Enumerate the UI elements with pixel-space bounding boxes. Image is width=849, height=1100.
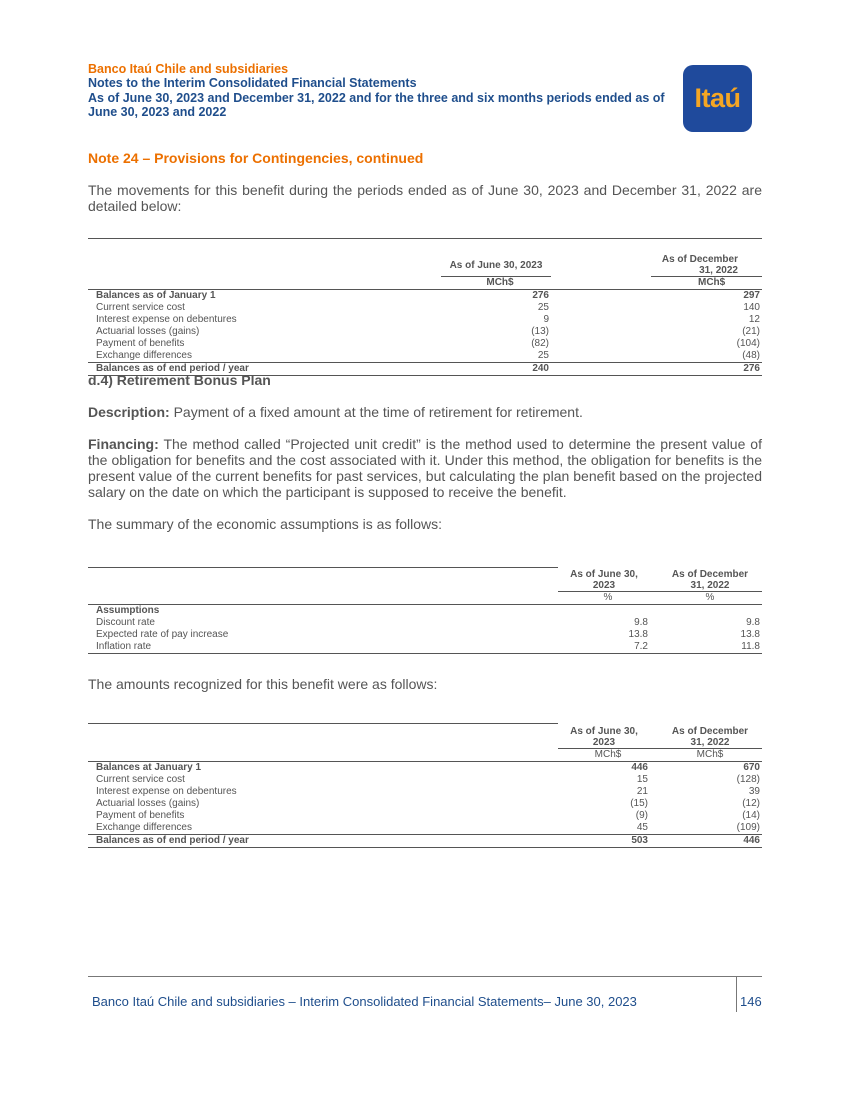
unit-label: % [558, 591, 650, 604]
assumptions-table [88, 567, 762, 654]
row-label: Balances at January 1 [88, 761, 558, 774]
row-label: Balances as of end period / year [88, 834, 558, 847]
row-label: Assumptions [88, 604, 558, 617]
column-header-line: 2023 [592, 736, 616, 748]
row-value: (128) [736, 773, 760, 785]
table-total-row [88, 834, 762, 847]
row-value: 446 [650, 834, 762, 847]
row-value: 15 [636, 773, 648, 785]
amounts-recognized-table [88, 723, 762, 848]
row-label: Interest expense on debentures [96, 314, 237, 326]
header-line-2: As of June 30, 2023 and December 31, 2022 and for the three and six months periods ended as of [88, 90, 665, 105]
intro-paragraph: The movements for this benefit during the periods ended as of June 30, 2023 and December 31, 2022 are detailed below: [88, 182, 762, 214]
row-value: 240 [441, 363, 551, 376]
column-header [558, 568, 650, 592]
row-value: 13.8 [628, 628, 648, 640]
unit-label: MCh$ [650, 748, 762, 761]
row-value: (12) [742, 797, 760, 809]
table-row [88, 798, 762, 810]
row-value: 9 [543, 314, 549, 326]
footer-divider [88, 976, 762, 977]
row-value: 11.8 [650, 641, 762, 654]
column-header [650, 568, 762, 592]
table-row [88, 338, 762, 350]
row-value: (13) [531, 326, 549, 338]
table-row [88, 810, 762, 822]
unit-label: MCh$ [698, 277, 726, 289]
row-value: (9) [635, 809, 648, 821]
row-value: 7.2 [558, 641, 650, 654]
amounts-intro: The amounts recognized for this benefit were as follows: [88, 676, 438, 692]
table-row [88, 629, 762, 641]
header-line-3: June 30, 2023 and 2022 [88, 105, 227, 119]
row-value: (14) [742, 809, 760, 821]
row-value: (48) [742, 350, 760, 362]
row-value: 45 [636, 821, 648, 833]
company-name: Banco Itaú Chile and subsidiaries [88, 62, 289, 76]
row-label: Payment of benefits [96, 809, 185, 821]
description-text: Payment of a fixed amount at the time of retirement for retirement. [169, 404, 583, 420]
column-header: As of December 31, 2022 [651, 251, 762, 277]
row-value: (82) [531, 338, 549, 350]
row-value: 297 [651, 290, 762, 303]
row-value: 140 [743, 302, 760, 314]
benefit-movements-table [88, 238, 762, 376]
row-value: 9.8 [746, 616, 760, 628]
row-value: 13.8 [740, 628, 760, 640]
row-label: Balances as of January 1 [88, 290, 433, 303]
row-label: Balances as of end period / year [88, 363, 433, 376]
page-number: 146 [740, 994, 762, 1009]
header-line-1: Notes to the Interim Consolidated Financial Statements [88, 76, 417, 90]
row-label: Actuarial losses (gains) [96, 797, 200, 809]
row-value: 21 [636, 785, 648, 797]
document-header [88, 62, 678, 120]
financing-paragraph [88, 436, 762, 500]
row-value: (15) [630, 797, 648, 809]
table-row [88, 822, 762, 835]
table-row [88, 302, 762, 314]
column-header-line: 2023 [592, 579, 616, 591]
row-value: 446 [558, 761, 650, 774]
column-header-line: As of June 30, [570, 568, 638, 580]
column-header-line: As of December [671, 725, 749, 737]
row-value: 276 [651, 363, 762, 376]
financing-text: The method called “Projected unit credit” is the method used to determine the present value of the obligation for benefits and the cost associated with it. Under this method, the obligation for benefits is the present value of the current benefits for past services, but calculating the plan benefit based on the projected salary on the date on which the participant is supposed to receive the benefit. [88, 436, 762, 500]
table-row [88, 314, 762, 326]
unit-row [88, 591, 762, 604]
table-row [88, 326, 762, 338]
row-label: Interest expense on debentures [96, 785, 237, 797]
row-label: Current service cost [96, 302, 185, 314]
row-label: Exchange differences [96, 821, 192, 833]
unit-label: MCh$ [558, 748, 650, 761]
footer-vertical-divider [736, 976, 737, 1012]
itau-logo [683, 65, 752, 132]
row-label: Exchange differences [96, 350, 192, 362]
row-value: 25 [537, 350, 549, 362]
column-header-line: 31, 2022 [690, 736, 730, 748]
table-row [88, 641, 762, 654]
column-header: As of June 30, 2023 [441, 251, 551, 277]
row-value: 503 [558, 834, 650, 847]
footer-text: Banco Itaú Chile and subsidiaries – Interim Consolidated Financial Statements– June 30, 2023 [92, 994, 637, 1009]
table-row [88, 290, 762, 303]
table-row [88, 786, 762, 798]
row-label: Discount rate [96, 616, 155, 628]
row-label: Actuarial losses (gains) [96, 326, 200, 338]
row-label: Payment of benefits [96, 338, 185, 350]
unit-row [88, 277, 762, 290]
row-label: Expected rate of pay increase [96, 628, 229, 640]
logo-text: Itaú [694, 83, 741, 113]
description-paragraph [88, 404, 762, 420]
column-header [558, 724, 650, 749]
unit-label: MCh$ [486, 277, 514, 289]
row-value: (21) [742, 326, 760, 338]
row-label: Inflation rate [88, 641, 558, 654]
row-value: (109) [736, 821, 760, 833]
table-header-row [88, 239, 762, 252]
row-value: 12 [748, 314, 760, 326]
row-label: Current service cost [96, 773, 185, 785]
table-row [88, 350, 762, 363]
table-row [88, 604, 762, 617]
row-value: 276 [441, 290, 551, 303]
unit-label: % [650, 591, 762, 604]
column-header-line: As of December [671, 568, 749, 580]
unit-row [88, 748, 762, 761]
table-row [88, 774, 762, 786]
row-value: 670 [650, 761, 762, 774]
table-row [88, 761, 762, 774]
row-value: 39 [748, 785, 760, 797]
section-heading: d.4) Retirement Bonus Plan [88, 372, 271, 388]
description-label: Description: [88, 404, 170, 420]
column-header [650, 724, 762, 749]
note-title: Note 24 – Provisions for Contingencies, continued [88, 150, 424, 166]
table-row [88, 617, 762, 629]
row-value: 25 [537, 302, 549, 314]
column-header-line: As of June 30, [570, 725, 638, 737]
financing-label: Financing: [88, 436, 159, 452]
table-header-row [88, 724, 762, 749]
table-header-row [88, 251, 762, 277]
column-header-line: 31, 2022 [690, 579, 730, 591]
row-value: (104) [736, 338, 760, 350]
summary-intro: The summary of the economic assumptions is as follows: [88, 516, 443, 532]
row-value: 9.8 [634, 616, 648, 628]
table-header-row [88, 568, 762, 592]
